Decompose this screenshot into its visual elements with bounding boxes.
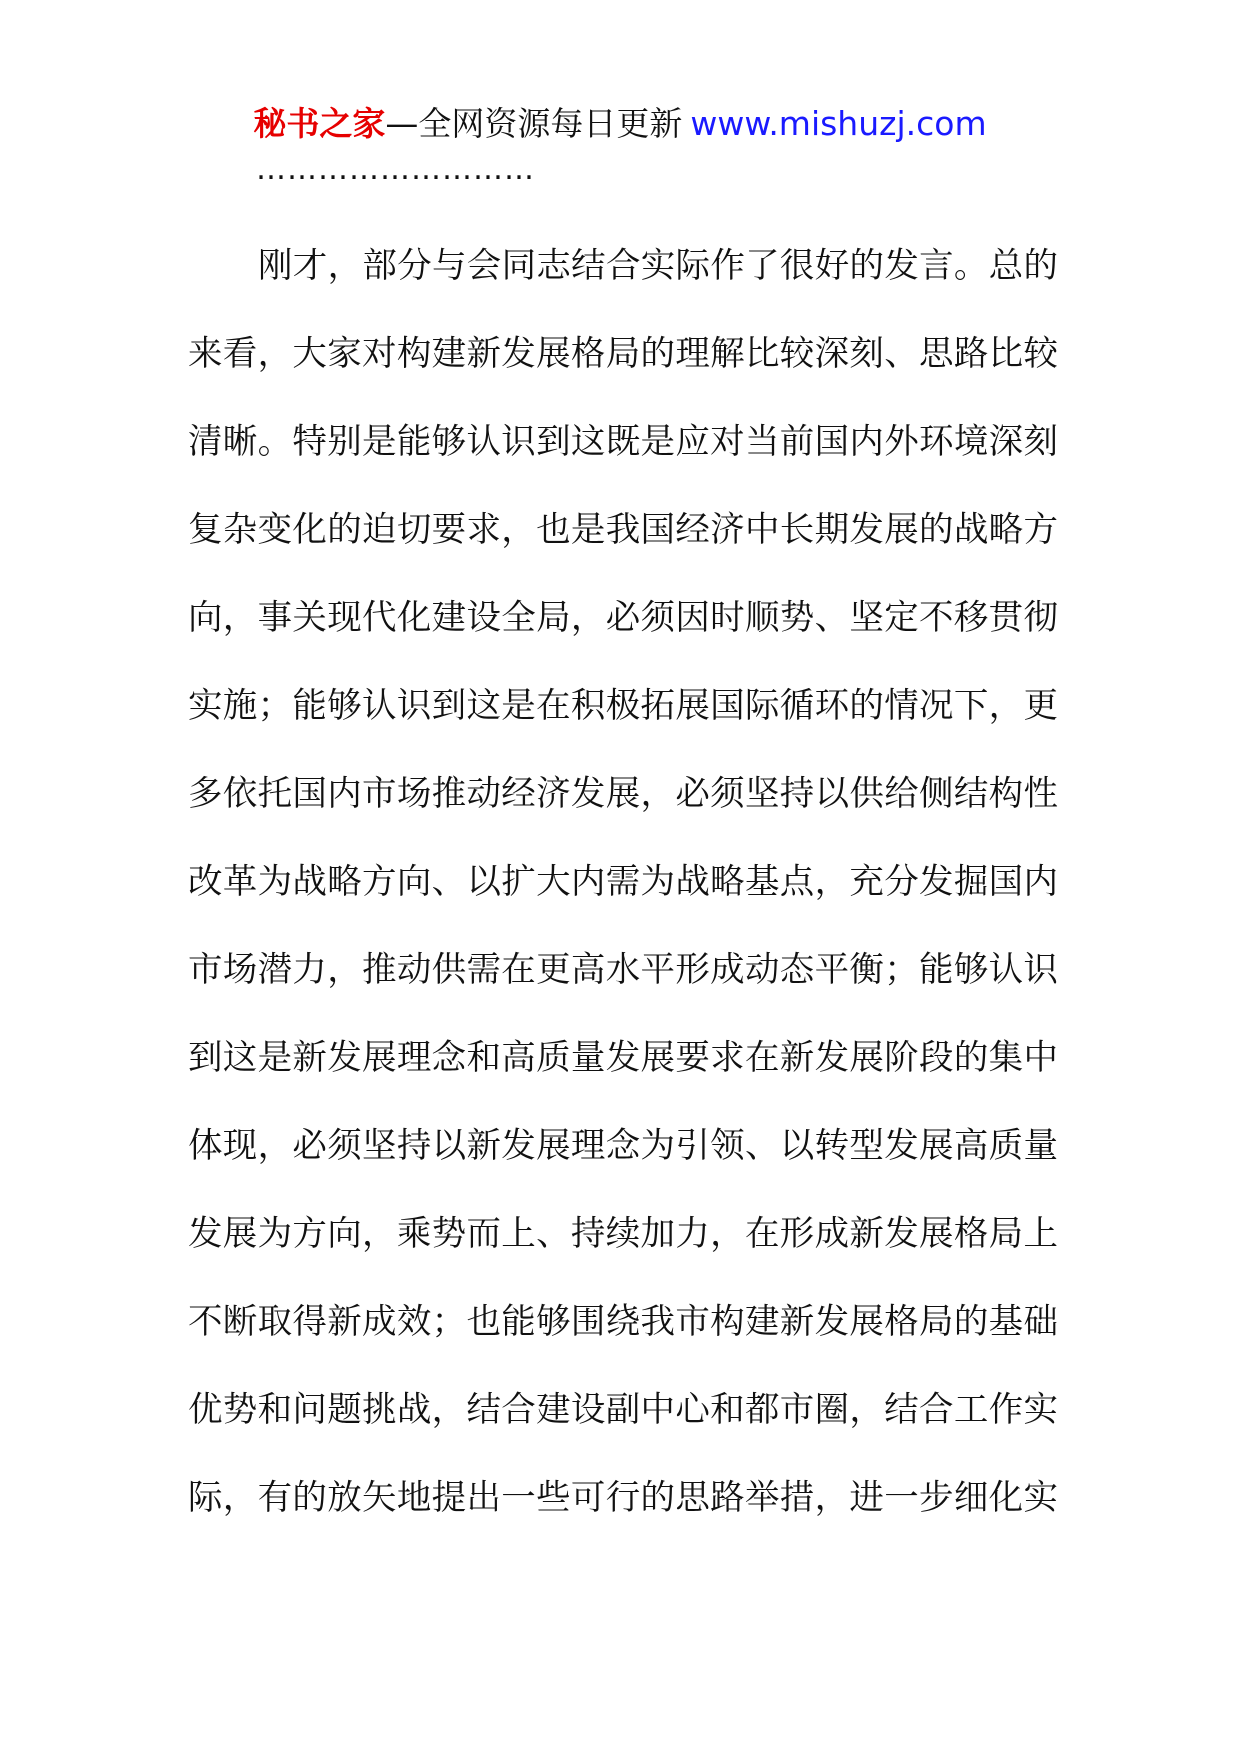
paragraph-line: 优势和问题挑战，结合建设副中心和都市圈，结合工作实 [188, 1390, 1058, 1430]
paragraph-line: 改革为战略方向、以扩大内需为战略基点，充分发掘国内 [188, 862, 1058, 902]
ellipsis-separator: ……………………… [256, 152, 535, 187]
header-tagline: —全网资源每日更新 [385, 104, 683, 143]
paragraph-line: 发展为方向，乘势而上、持续加力，在形成新发展格局上 [188, 1214, 1058, 1254]
paragraph-line: 向，事关现代化建设全局，必须因时顺势、坚定不移贯彻 [188, 598, 1058, 638]
brand-name: 秘书之家 [253, 104, 386, 143]
paragraph-line: 清晰。特别是能够认识到这既是应对当前国内外环境深刻 [188, 422, 1058, 462]
body-paragraph [188, 222, 1058, 1542]
paragraph-line: 实施；能够认识到这是在积极拓展国际循环的情况下，更 [188, 686, 1058, 726]
site-url-link[interactable]: www.mishuzj.com [690, 104, 987, 143]
paragraph-line: 刚才，部分与会同志结合实际作了很好的发言。总的 [258, 246, 1058, 286]
paragraph-line: 不断取得新成效；也能够围绕我市构建新发展格局的基础 [188, 1302, 1058, 1342]
paragraph-line: 际，有的放矢地提出一些可行的思路举措，进一步细化实 [188, 1478, 1058, 1518]
paragraph-line: 到这是新发展理念和高质量发展要求在新发展阶段的集中 [188, 1038, 1058, 1078]
paragraph-line: 多依托国内市场推动经济发展，必须坚持以供给侧结构性 [188, 774, 1058, 814]
page-header [0, 98, 1240, 150]
paragraph-line: 复杂变化的迫切要求，也是我国经济中长期发展的战略方 [188, 510, 1058, 550]
paragraph-line: 市场潜力，推动供需在更高水平形成动态平衡；能够认识 [188, 950, 1058, 990]
paragraph-line: 来看，大家对构建新发展格局的理解比较深刻、思路比较 [188, 334, 1058, 374]
paragraph-line: 体现，必须坚持以新发展理念为引领、以转型发展高质量 [188, 1126, 1058, 1166]
